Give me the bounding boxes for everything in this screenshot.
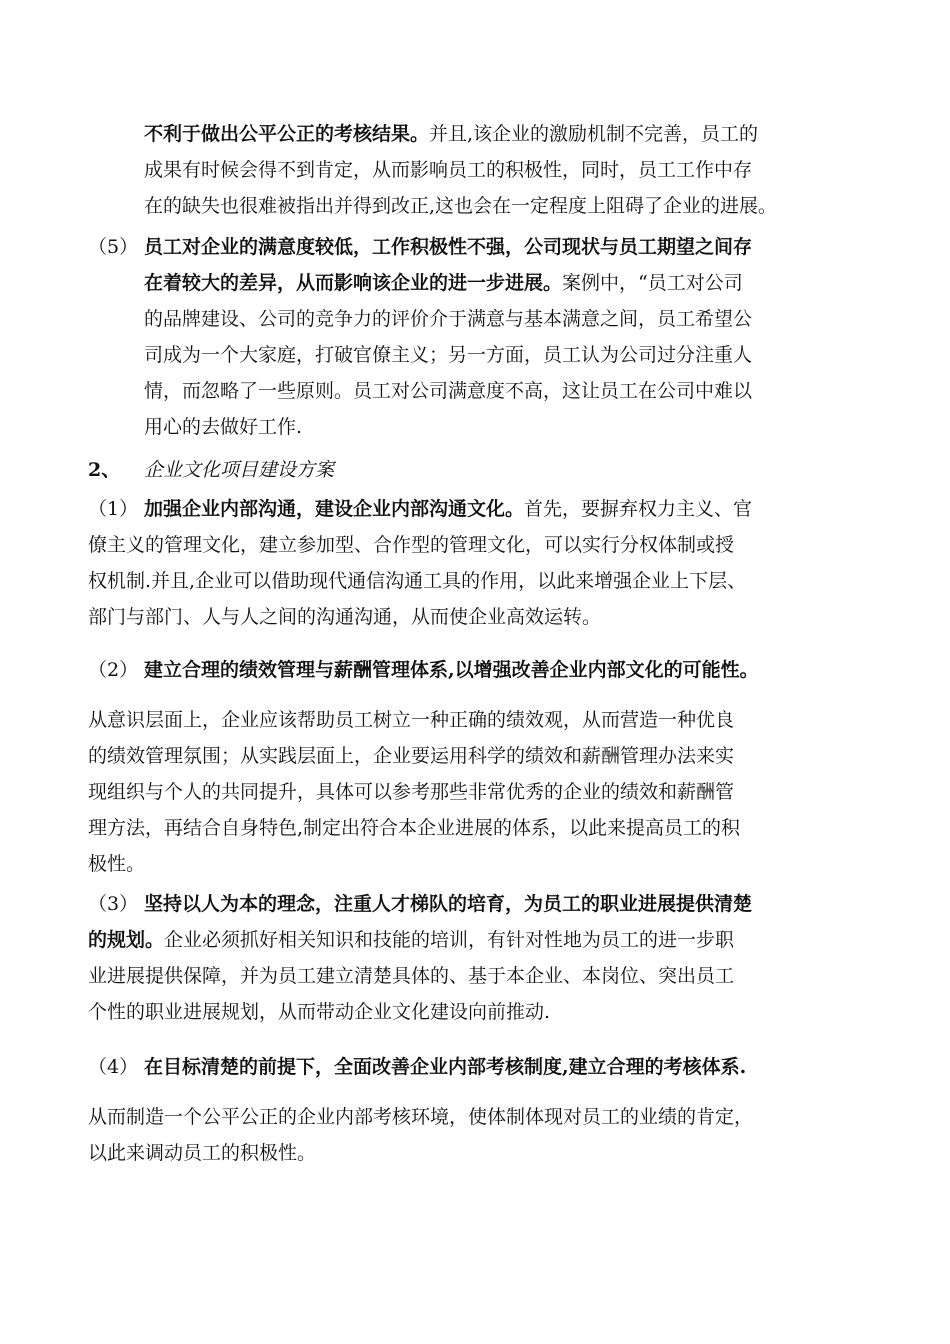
text-line: 理方法，再结合自身特色,制定出符合本企业进展的体系，以此来提高员工的积 [88,817,741,839]
text-line [88,922,868,958]
text-line: 在的缺失也很难被指出并得到改正,这也会在一定程度上阻碍了企业的进展。 [144,195,778,217]
bold-phrase: 建立合理的绩效管理与薪酬管理体系,以增强改善企业内部文化的可能性。 [144,659,759,681]
text-line: 以此来调动员工的积极性。 [88,1142,317,1164]
paragraph-evaluation-continued [88,116,868,224]
text-line [88,491,868,527]
bold-phrase: 坚持以人为本的理念，注重人才梯队的培育，为员工的职业进展提供清楚 [144,893,753,915]
text-line: 从而制造一个公平公正的企业内部考核环境，使体制体现对员工的业绩的肯定， [88,1106,754,1128]
text-line: 的品牌建设、公司的竞争力的评价介于满意与基本满意之间，员工希望公 [144,308,753,330]
text-line: 司成为一个大家庭，打破官僚主义；另一方面，员工认为公司过分注重人 [144,344,753,366]
text-line: 情，而忽略了一些原则。员工对公司满意度不高，这让员工在公司中难以 [144,380,753,402]
text-run: 案例中，“员工对公司 [562,272,743,294]
paragraph-assessment-body [88,1099,868,1171]
text-line [88,265,868,301]
bold-phrase: 在着较大的差异，从而影响该企业的进一步进展。 [144,272,563,294]
bold-phrase: 加强企业内部沟通，建设企业内部沟通文化。 [144,498,525,520]
text-line [88,886,868,922]
item-number: （4） [88,1056,139,1078]
paragraph-performance-body [88,702,868,882]
text-line: 权机制.并且,企业可以借助现代通信沟通工具的作用，以此来增强企业上下层、 [88,570,747,592]
section-heading [88,452,868,488]
item-number: （2） [88,659,139,681]
paragraph-item-5 [88,229,868,445]
text-line: 业进展提供保障，并为员工建立清楚具体的、基于本企业、本岗位、突出员工 [88,965,735,987]
item-number: （5） [88,236,139,258]
text-line [88,116,868,152]
text-run: 企业必须抓好相关知识和技能的培训，有针对性地为员工的进一步职 [164,929,735,951]
text-line [88,229,868,265]
paragraph-item-2 [88,652,868,688]
paragraph-item-1 [88,491,868,635]
bold-phrase: 不利于做出公平公正的考核结果。 [144,123,430,145]
text-line: 极性。 [88,853,146,875]
bold-phrase: 的规划。 [88,929,165,951]
item-number: （3） [88,893,139,915]
paragraph-item-4 [88,1049,868,1085]
text-line [88,1049,868,1085]
text-line: 的绩效管理氛围；从实践层面上，企业要运用科学的绩效和薪酬管理办法来实 [88,745,735,767]
text-run: 并且,该企业的激励机制不完善，员工的 [429,123,759,145]
text-line: 个性的职业进展规划，从而带动企业文化建设向前推动. [88,1001,551,1023]
text-line: 用心的去做好工作. [144,416,303,438]
text-line: 现组织与个人的共同提升，具体可以参考那些非常优秀的企业的绩效和薪酬管 [88,781,735,803]
text-line: 僚主义的管理文化，建立参加型、合作型的管理文化，可以实行分权体制或授 [88,534,735,556]
text-line: 成果有时候会得不到肯定，从而影响员工的积极性，同时，员工工作中存 [144,159,753,181]
section-number: 2、 [88,459,121,481]
text-line: 部门与部门、人与人之间的沟通沟通，从而使企业高效运转。 [88,606,602,628]
section-title: 企业文化项目建设方案 [144,459,335,481]
text-line [88,652,868,688]
heading-line [88,452,868,488]
paragraph-item-3 [88,886,868,1030]
bold-phrase: 员工对企业的满意度较低，工作积极性不强，公司现状与员工期望之间存 [144,236,753,258]
text-run: 首先，要摒弃权力主义、官 [524,498,753,520]
bold-phrase: 在目标清楚的前提下，全面改善企业内部考核制度,建立合理的考核体系. [144,1056,747,1078]
item-number: （1） [88,498,139,520]
text-line: 从意识层面上，企业应该帮助员工树立一种正确的绩效观，从而营造一种优良 [88,709,735,731]
